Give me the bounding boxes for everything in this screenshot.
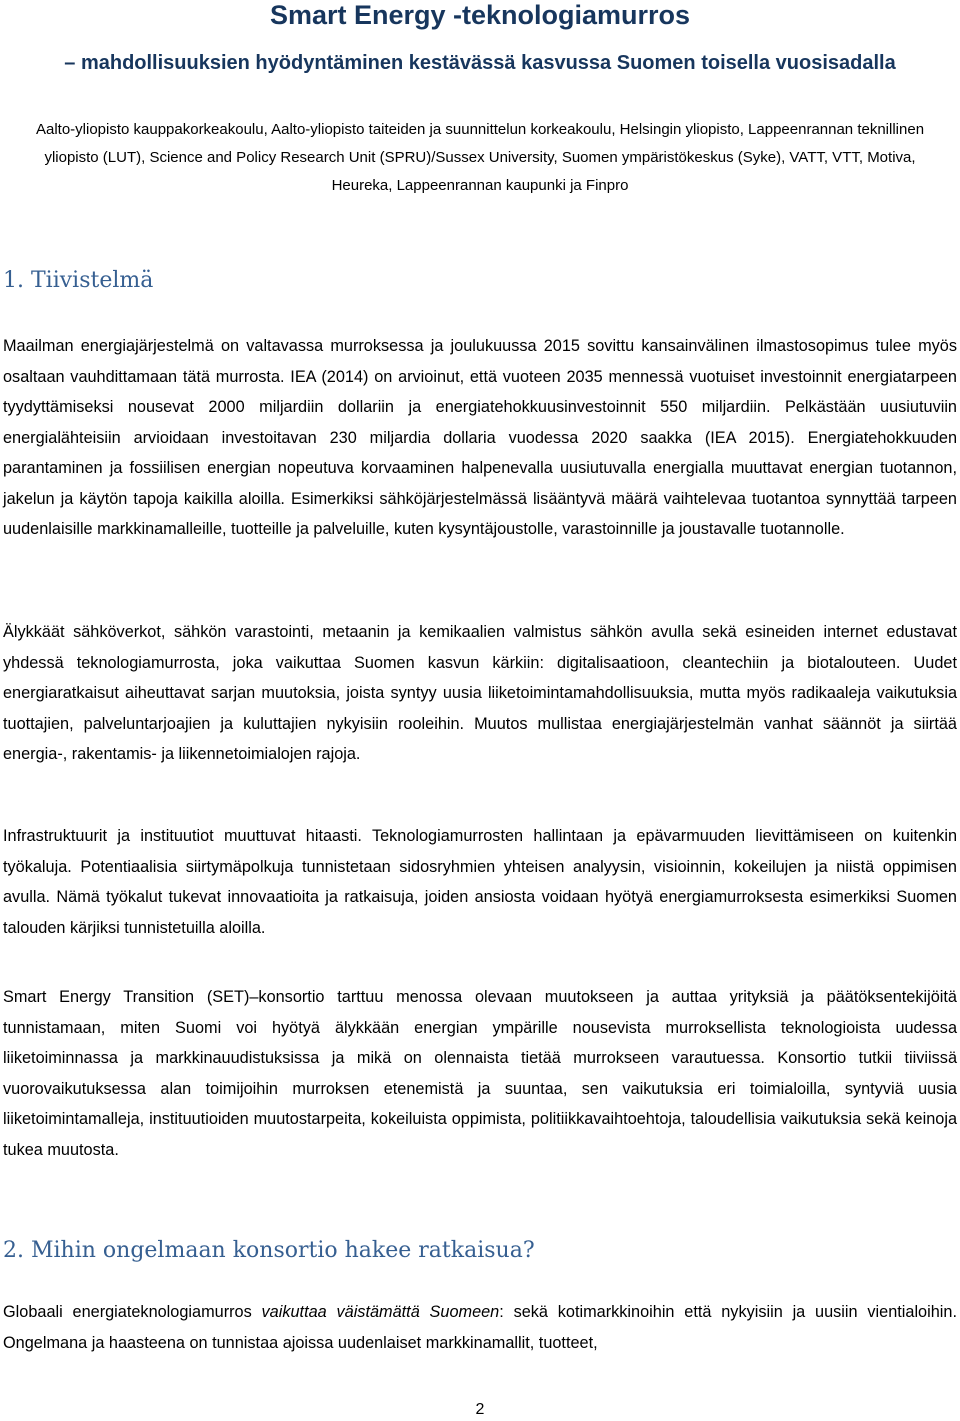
page-number: 2 xyxy=(475,1401,485,1418)
paragraph: Smart Energy Transition (SET)–konsortio tarttuu menossa olevaan muutokseen ja auttaa yrityksiä ja päätöksentekijöitä tunnistamaan, miten Suomi voi hyötyä älykkään energian ympärille nousevista murroksellista teknologioista uudessa liiketoiminnassa ja markkinauudistuksissa ja mikä on olennaista tietää murrokseen varautuessa. Konsortio tutkii tiiviissä vuorovaikutuksessa alan toimijoihin murroksen etenemistä ja suuntaa, sen vaikutuksia eri toimialoilla, syntyviä uusia liiketoimintamalleja, instituutioiden muutostarpeita, kokeiluista oppimista, politiikkavaihtoehtoja, taloudellisia vaikutuksia sekä keinoja tukea muutosta. xyxy=(3,988,957,1159)
paragraph: Maailman energiajärjestelmä on valtavassa murroksessa ja joulukuussa 2015 sovittu kansainvälinen ilmastosopimus tulee myös osaltaan vauhdittamaan tätä murrosta. IEA (2014) on arvioinut, että vuoteen 2035 mennessä vuotuiset investoinnit energiatarpeen tyydyttämiseksi nousevat 2000 miljardiin dollariin ja energiatehokkuusinvestoinnit 550 miljardiin. Pelkästään uusiutuviin energialähteisiin arvioidaan investoitavan 230 miljardia dollaria vuodessa 2020 saakka (IEA 2015). Energiatehokkuuden parantaminen ja fossiilisen energian nopeutuva korvaaminen halpenevalla uusiutuvalla energialla muuttavat energian tuotannon, jakelun ja käytön tapoja kaikilla aloilla. Esimerkiksi sähköjärjestelmässä lisääntyvä määrä vaihtelevaa tuotantoa synnyttää tarpeen uudenlaisille markkinamalleille, tuotteille ja palveluille, kuten kysyntäjoustolle, varastoinnille ja joustavalle tuotannolle. xyxy=(3,337,957,538)
paragraph: Infrastruktuurit ja instituutiot muuttuvat hitaasti. Teknologiamurrosten hallintaan ja epävarmuuden lievittämiseen on kuitenkin työkaluja. Potentiaalisia siirtymäpolkuja tunnistetaan sidosryhmien yhteisen analyysin, visioinnin, kokeilujen ja niistä oppimisen avulla. Nämä työkalut tukevat innovaatioita ja ratkaisuja, joiden ansiosta voidaan hyötyä energiamurroksesta esimerkiksi Suomen talouden kärjiksi tunnistetuilla aloilla. xyxy=(3,827,957,937)
document-title: Smart Energy -teknologiamurros xyxy=(269,0,691,30)
affiliations-text: Aalto-yliopisto kauppakorkeakoulu, Aalto-yliopisto taiteiden ja suunnittelun korkeakoulu, Helsingin yliopisto, Lappeenrannan teknillinen yliopisto (LUT), Science and Policy Research Unit (SPRU)/Sussex University, Suomen ympäristökeskus (Syke), VATT, VTT, Motiva, Heureka, Lappeenrannan kaupunki ja Finpro xyxy=(35,121,925,194)
paragraph-text-italic: vaikuttaa väistämättä Suomeen xyxy=(261,1303,500,1321)
paragraph: Älykkäät sähköverkot, sähkön varastointi, metaanin ja kemikaalien valmistus sähkön avulla sekä esineiden internet edustavat yhdessä teknologiamurrosta, joka vaikuttaa Suomen kasvun kärkiin: digitalisaatioon, cleantechiin ja biotalouteen. Uudet energiaratkaisut aiheuttavat sarjan muutoksia, joista syntyy uusia liiketoimintamahdollisuuksia, mutta myös radikaaleja vaikutuksia tuottajien, palveluntarjoajien ja kuluttajien nykyisiin rooleihin. Muutos mullistaa energiajärjestelmän vanhat säännöt ja siirtää energia-, rakentamis- ja liikennetoimialojen rajoja. xyxy=(3,623,957,763)
paragraph-text-rest: : sekä kotimarkkinoihin että nykyisiin ja uusiin vientialoihin. Ongelmana ja haasteena on tunnistaa ajoissa uudenlaiset markkinamallit, tuotteet, xyxy=(3,1303,957,1352)
section-heading-summary: 1. Tiivistelmä xyxy=(3,268,154,293)
section-heading-problem: 2. Mihin ongelmaan konsortio hakee ratkaisua? xyxy=(3,1238,535,1263)
document-subtitle: – mahdollisuuksien hyödyntäminen kestävässä kasvussa Suomen toisella vuosisadalla xyxy=(64,52,896,74)
paragraph xyxy=(3,1297,957,1358)
paragraph-text-start: Globaali energiateknologiamurros xyxy=(3,1303,262,1321)
